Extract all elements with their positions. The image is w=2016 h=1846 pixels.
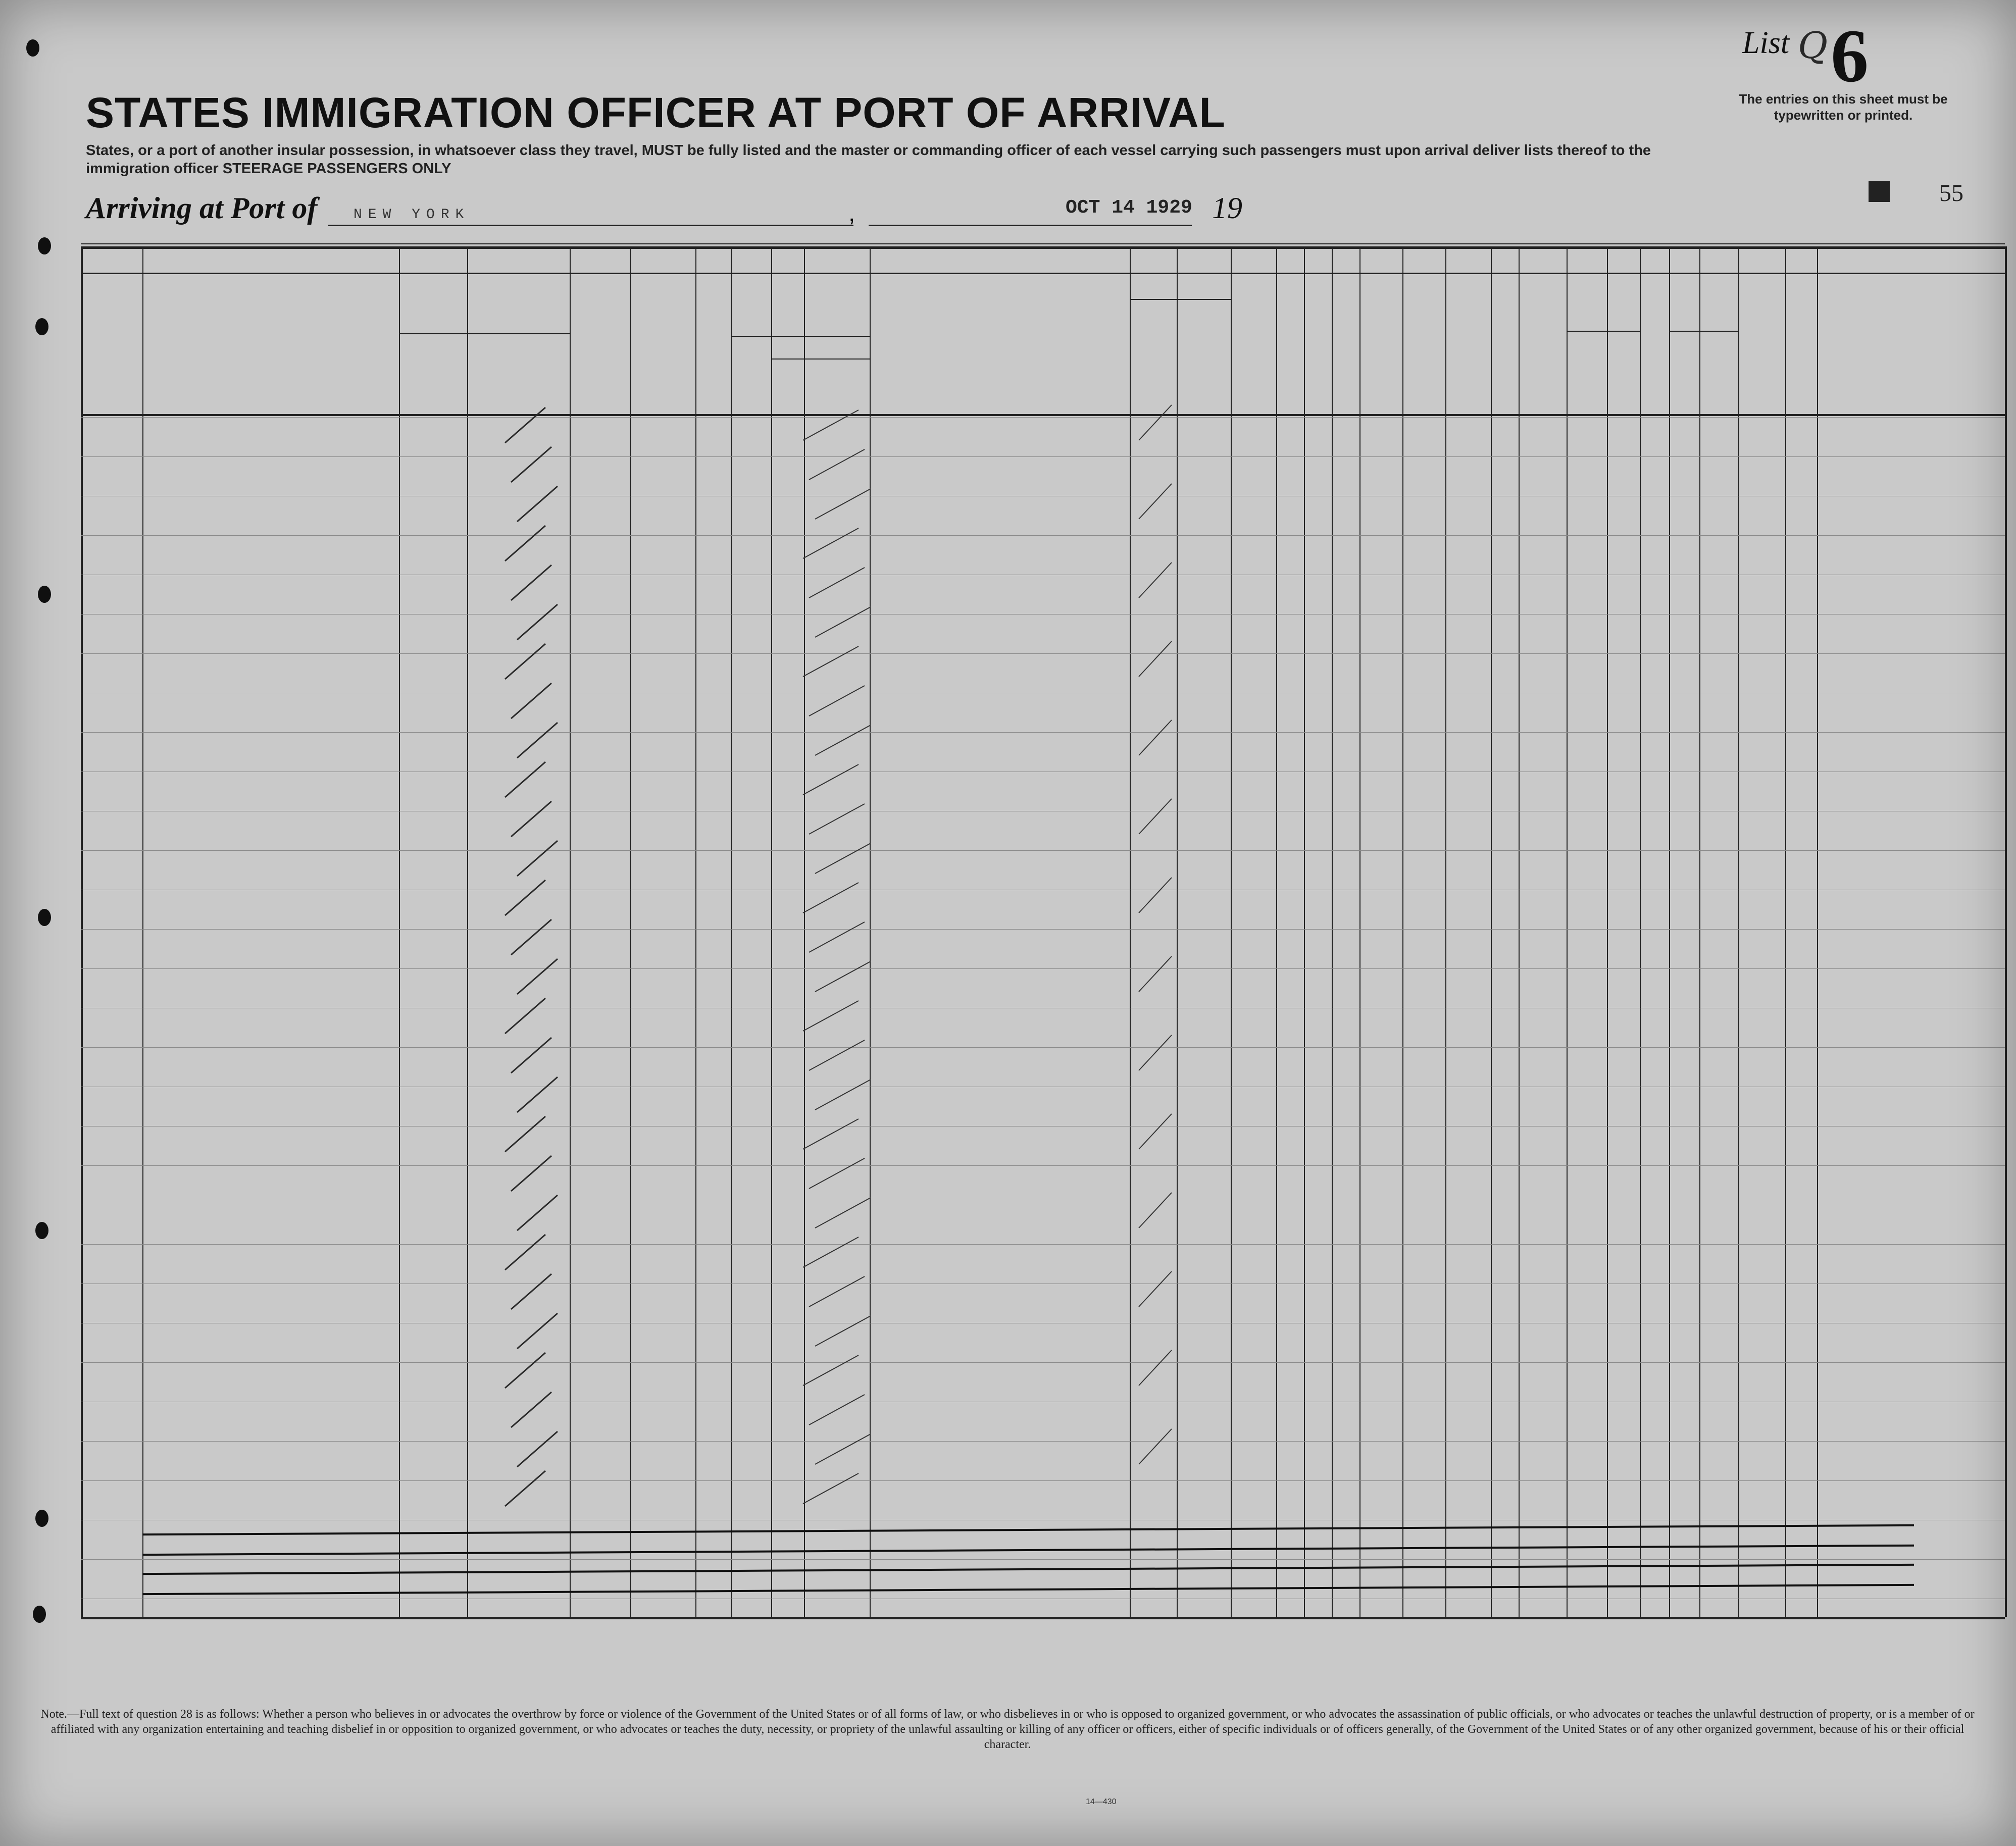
punch-hole <box>26 39 39 57</box>
header-rule <box>771 358 870 360</box>
column-rule <box>1817 246 1818 1617</box>
sheet-number: 55 <box>1939 180 1963 207</box>
instruction-text: States, or a port of another insular possession, in whatsoever class they travel, MUST be fully listed and the master or commanding officer of each vessel carrying such passengers must upon arrival deliver lists thereof to the immigration officer STEERAGE PASSENGERS ONLY <box>86 142 1651 177</box>
table-rule <box>81 414 2005 416</box>
header-rule <box>399 333 570 334</box>
row-rule <box>81 456 2005 457</box>
column-rule <box>1669 246 1670 1617</box>
stamp-mark <box>1869 181 1890 202</box>
row-rule <box>81 929 2005 930</box>
form-code: 14—430 <box>1086 1798 1117 1806</box>
punch-hole <box>35 1510 48 1527</box>
header-rule <box>731 336 870 337</box>
column-rule <box>1130 246 1131 1617</box>
arriving-label: Arriving at Port of <box>86 191 318 225</box>
column-rule <box>570 246 571 1617</box>
header-rule <box>1669 331 1738 332</box>
column-rule <box>1276 246 1277 1617</box>
port-line <box>328 225 853 226</box>
port-name: NEW YORK <box>354 207 470 223</box>
row-rule <box>81 1244 2005 1245</box>
arrival-date: OCT 14 1929 <box>1066 197 1192 219</box>
table-rule <box>81 1617 2005 1619</box>
column-rule <box>1607 246 1608 1617</box>
row-rule <box>81 1480 2005 1481</box>
column-rule <box>1519 246 1520 1617</box>
list-number: 6 <box>1831 14 1869 98</box>
column-rule <box>695 246 696 1617</box>
column-rule <box>731 246 732 1617</box>
row-rule <box>81 850 2005 851</box>
column-rule <box>630 246 631 1617</box>
row-rule <box>81 968 2005 969</box>
punch-hole <box>38 909 51 926</box>
century: 19 <box>1212 191 1242 225</box>
punch-hole <box>38 586 51 603</box>
column-rule <box>1785 246 1786 1617</box>
column-rule <box>804 246 805 1617</box>
column-rule <box>1332 246 1333 1617</box>
list-letter: Q <box>1798 24 1828 67</box>
column-rule <box>1359 246 1360 1617</box>
row-rule <box>81 1362 2005 1363</box>
strike-line <box>142 1584 1914 1595</box>
column-rule <box>1304 246 1305 1617</box>
table-rule <box>81 246 2005 249</box>
typewritten-note: The entries on this sheet must be typewritten or printed. <box>1739 91 1948 123</box>
column-rule <box>1177 246 1178 1617</box>
column-rule <box>771 246 772 1617</box>
punch-hole <box>38 237 51 254</box>
header-rule <box>1130 299 1231 300</box>
date-line <box>869 225 1192 226</box>
row-rule <box>81 653 2005 654</box>
strike-line <box>142 1545 1914 1556</box>
strike-line <box>142 1564 1914 1575</box>
column-rule <box>1738 246 1739 1617</box>
column-rule <box>142 246 143 1617</box>
table-rule <box>81 243 2005 244</box>
row-rule <box>81 1047 2005 1048</box>
row-rule <box>81 417 2005 418</box>
column-rule <box>870 246 871 1617</box>
page-title: STATES IMMIGRATION OFFICER AT PORT OF ARRIVAL <box>86 89 1226 136</box>
footnote: Note.—Full text of question 28 is as follows: Whether a person who believes in or advocates the overthrow by force or violence of the Government of the United States or of all forms of law, or who disbelieves in or who is opposed to organized government, or who advocates the assassination of public officials, or who advocates or teaches the unlawful destruction of property, or is a member of or affiliated with any organization entertaining and teaching disbelief in or opposition to organized government, or who advocates or teaches the duty, necessity, or propriety of the unlawful assaulting or killing of any officer or officers, either of specific individuals or of officers generally, of the Government of the United States or of any other organized government, because of his or their official character. <box>40 1708 1975 1751</box>
list-label: List <box>1742 26 1790 60</box>
row-rule <box>81 1441 2005 1442</box>
punch-hole <box>33 1606 46 1623</box>
column-rule <box>1699 246 1700 1617</box>
row-rule <box>81 1559 2005 1560</box>
column-rule <box>1445 246 1446 1617</box>
row-rule <box>81 1165 2005 1166</box>
row-rule <box>81 535 2005 536</box>
header-rule <box>1567 331 1640 332</box>
column-rule <box>2005 246 2007 1617</box>
table-rule <box>81 273 2005 274</box>
column-rule <box>1491 246 1492 1617</box>
manifest-table <box>81 246 2005 1539</box>
column-rule <box>399 246 400 1617</box>
column-rule <box>467 246 468 1617</box>
column-rule <box>1402 246 1403 1617</box>
column-rule <box>1231 246 1232 1617</box>
column-rule <box>1640 246 1641 1617</box>
comma: , <box>848 200 855 227</box>
punch-hole <box>35 318 48 335</box>
row-rule <box>81 732 2005 733</box>
punch-hole <box>35 1222 48 1239</box>
column-rule <box>81 246 83 1617</box>
column-rule <box>1567 246 1568 1617</box>
